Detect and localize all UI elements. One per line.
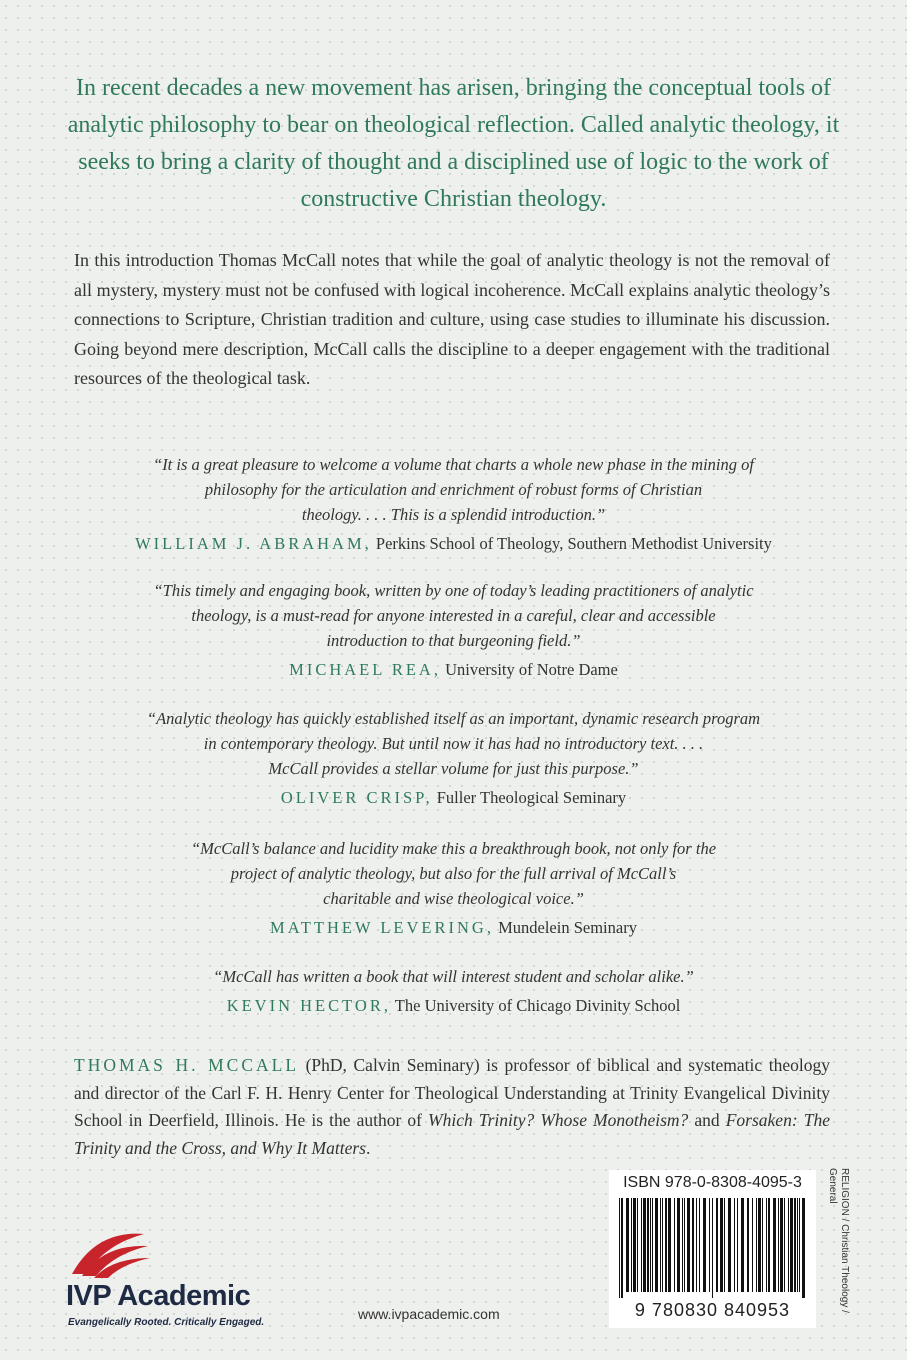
book-title: Forsaken: The Trinity and the Cross, and Why It Matters: [74, 1110, 830, 1158]
endorsement-quote: “Analytic theology has quickly established itself as an important, dynamic research program in contemporary theology. But until now it has had no introductory text. . . . McCall provides a stellar volume for just this purpose.”: [146, 709, 761, 778]
barcode-bar: [682, 1198, 683, 1292]
isbn-label: ISBN 978-0-8308-4095-3: [623, 1174, 802, 1191]
barcode-bar: [712, 1198, 713, 1298]
barcode-bar: [699, 1198, 700, 1292]
barcode-bars: [619, 1198, 806, 1298]
barcode-bar: [784, 1198, 785, 1292]
endorsement-attribution: [60, 786, 847, 810]
endorsement: [60, 578, 847, 682]
barcode-bar: [684, 1198, 685, 1292]
publisher-name: IVP Academic: [66, 1280, 251, 1312]
endorsement: [60, 452, 847, 556]
barcode-bar: [716, 1198, 718, 1292]
barcode-bar: [790, 1198, 793, 1292]
barcode-bar: [655, 1198, 658, 1292]
endorsement-quote: “McCall has written a book that will interest student and scholar alike.”: [213, 967, 694, 986]
barcode-bar: [665, 1198, 667, 1292]
barcode-bar: [662, 1198, 663, 1292]
barcode-bar: [619, 1198, 620, 1298]
barcode-bar: [641, 1198, 642, 1292]
ivp-flame-icon: [66, 1222, 156, 1282]
barcode-bar: [773, 1198, 776, 1292]
author-bio: [74, 1052, 830, 1162]
barcode-bar: [752, 1198, 753, 1292]
endorser-affiliation: Mundelein Seminary: [498, 918, 637, 937]
endorsement-quote: “McCall’s balance and lucidity make this a breakthrough book, not only for the project of analytic theology, but also for the full arrival of McCall’s charitable and wise theological voice.”: [190, 839, 717, 908]
barcode-bar: [741, 1198, 744, 1292]
barcode-bar: [631, 1198, 632, 1292]
barcode-bar: [647, 1198, 649, 1292]
publisher-logo: [66, 1222, 276, 1332]
barcode-bar: [687, 1198, 690, 1292]
barcode-bar: [758, 1198, 761, 1292]
barcode-bar: [802, 1198, 805, 1298]
barcode-bar: [696, 1198, 697, 1292]
barcode-bar: [709, 1198, 710, 1292]
barcode-bar: [728, 1198, 731, 1292]
barcode-bar: [794, 1198, 796, 1292]
intro-paragraph: In recent decades a new movement has arisen, bringing the conceptual tools of analytic philosophy to bear on theological reflection. Called analytic theology, it seeks to bring a clarity of thought and a disciplined use of logic to the work of constructive Christian theology.: [67, 75, 840, 212]
barcode-bar: [747, 1198, 749, 1292]
endorsement-attribution: [60, 658, 847, 682]
endorser-affiliation: Perkins School of Theology, Southern Methodist University: [375, 534, 772, 553]
barcode-bar: [626, 1198, 629, 1292]
bio-text: and: [688, 1110, 726, 1130]
endorsement-attribution: [60, 916, 847, 940]
description-paragraph: In this introduction Thomas McCall notes that while the goal of analytic theology is not the removal of all mystery, mystery must not be confused with logical incoherence. McCall explains analytic theology’s connections to Scripture, Christian tradition and culture, using case studies to illuminate his discussion. Going beyond mere description, McCall calls the discipline to a deeper engagement with the traditional resources of the theological task.: [74, 250, 830, 388]
barcode-bar: [660, 1198, 661, 1292]
barcode-bar: [674, 1198, 675, 1292]
barcode-bar: [724, 1198, 725, 1292]
barcode-bar: [778, 1198, 779, 1292]
barcode-bar: [762, 1198, 763, 1292]
barcode-bar: [768, 1198, 770, 1292]
barcode-bar: [737, 1198, 738, 1292]
barcode-bar: [652, 1198, 653, 1292]
endorsement-quote: “This timely and engaging book, written by one of today’s leading practitioners of analytic theology, is a must-read for anyone interested in a careful, clear and accessible introduction to that burgeoning field.”: [153, 581, 754, 650]
endorser-affiliation: Fuller Theological Seminary: [436, 788, 627, 807]
endorsement-quote: “It is a great pleasure to welcome a volume that charts a whole new phase in the mining of philosophy for the articulation and enrichment of robust forms of Christian theology. . . . This is a splendid introduction.”: [153, 455, 754, 524]
endorsement-attribution: [60, 994, 847, 1018]
barcode-bar: [650, 1198, 651, 1292]
barcode: [609, 1170, 816, 1328]
publisher-tagline: Evangelically Rooted. Critically Engaged.: [68, 1317, 265, 1328]
barcode-bar: [637, 1198, 638, 1292]
bio-text: (PhD, Calvin Seminary) is professor of biblical and systematic theology and director of the Carl F. H. Henry Center for Theological Understanding at Trinity Evangelical Divinity School in Deerfield, Illinois. He is the author of: [74, 1055, 830, 1130]
barcode-bar: [780, 1198, 783, 1292]
barcode-digits: 9 780830 840953: [634, 1300, 791, 1320]
endorser-affiliation: The University of Chicago Divinity School: [394, 996, 681, 1015]
barcode-bar: [668, 1198, 671, 1292]
barcode-bar: [797, 1198, 798, 1292]
endorser-affiliation: University of Notre Dame: [445, 660, 618, 679]
barcode-bar: [788, 1198, 789, 1292]
category-label: RELIGION / Christian Theology / General: [827, 1168, 850, 1313]
book-title: Which Trinity? Whose Monotheism?: [428, 1110, 689, 1130]
barcode-bar: [621, 1198, 623, 1298]
barcode-bar: [677, 1198, 680, 1292]
endorsement: [60, 964, 847, 1018]
barcode-bar: [633, 1198, 636, 1292]
endorser-name: MATTHEW LEVERING,: [270, 918, 494, 937]
barcode-bar: [756, 1198, 757, 1292]
endorsement: [60, 836, 847, 940]
bio-text: .: [366, 1137, 371, 1158]
endorsement: [60, 706, 847, 810]
barcode-bar: [766, 1198, 767, 1292]
endorser-name: KEVIN HECTOR,: [226, 996, 391, 1015]
endorser-name: WILLIAM J. ABRAHAM,: [135, 534, 372, 553]
endorser-name: MICHAEL REA,: [289, 660, 441, 679]
barcode-bar: [734, 1198, 735, 1292]
website-url: www.ivpacademic.com: [358, 1306, 500, 1322]
barcode-bar: [799, 1198, 800, 1292]
barcode-bar: [720, 1198, 723, 1292]
endorsement-attribution: [60, 532, 847, 556]
barcode-bar: [692, 1198, 694, 1292]
author-name: THOMAS H. MCCALL: [74, 1055, 300, 1075]
barcode-bar: [703, 1198, 706, 1292]
endorser-name: OLIVER CRISP,: [280, 788, 433, 807]
barcode-bar: [643, 1198, 646, 1292]
